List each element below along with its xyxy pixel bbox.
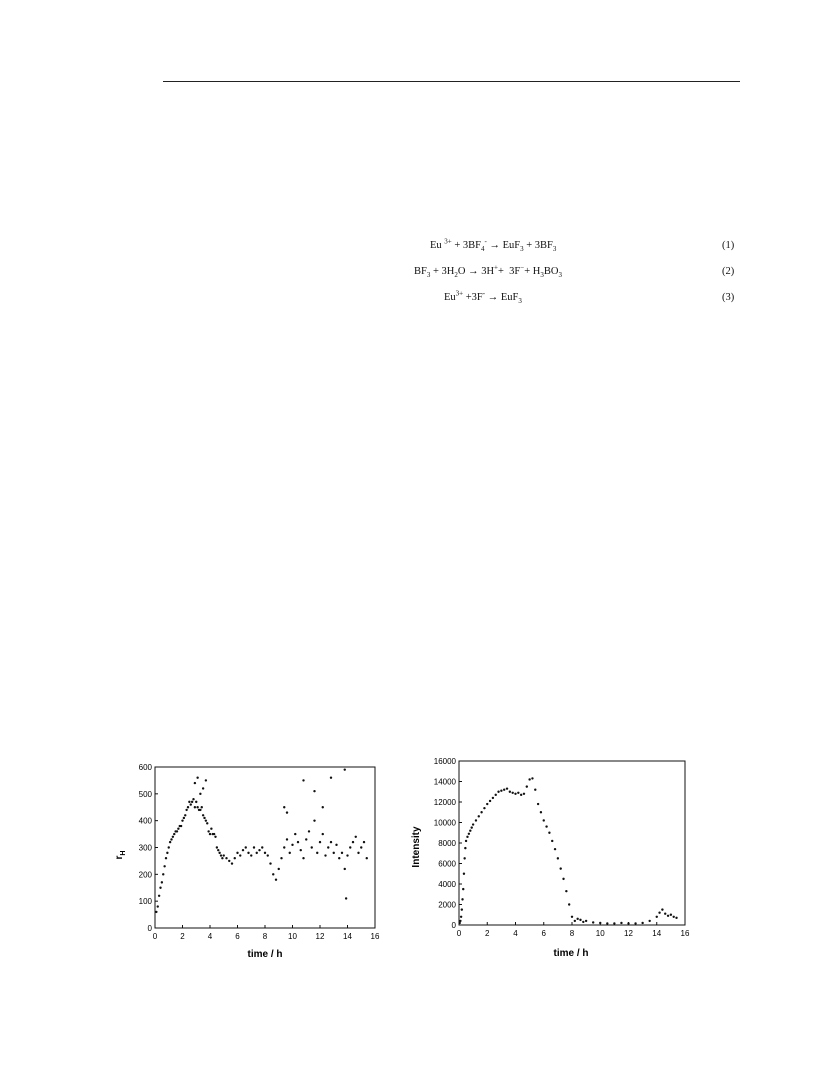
left-data-point (207, 830, 209, 832)
left-data-point (203, 817, 205, 819)
left-data-point (184, 814, 186, 816)
left-data-point (195, 801, 197, 803)
left-data-point (253, 846, 255, 848)
right-plot-frame (459, 761, 685, 925)
left-data-point (355, 836, 357, 838)
right-data-point (511, 792, 513, 794)
left-data-point (283, 806, 285, 808)
left-data-point (346, 854, 348, 856)
left-data-point (245, 846, 247, 848)
left-data-point (344, 768, 346, 770)
right-data-point (462, 888, 464, 890)
left-data-point (280, 857, 282, 859)
right-data-point (543, 819, 545, 821)
right-data-point (560, 867, 562, 869)
left-xlabel: time / h (247, 949, 283, 960)
left-ylabel: $r_H$ (114, 850, 127, 860)
right-data-point (548, 832, 550, 834)
left-data-point (185, 809, 187, 811)
right-data-point (509, 791, 511, 793)
right-data-point (465, 840, 467, 842)
left-ytick-label: 400 (138, 816, 152, 826)
left-data-point (300, 849, 302, 851)
left-xtick-label: 2 (180, 932, 185, 941)
right-data-point (506, 787, 508, 789)
right-data-point (551, 840, 553, 842)
left-data-point (338, 857, 340, 859)
right-data-point (554, 848, 556, 850)
right-xtick-label: 2 (485, 929, 490, 938)
left-data-point (213, 833, 215, 835)
left-xtick-label: 4 (207, 932, 213, 941)
left-xtick-label: 16 (370, 932, 380, 941)
left-data-point (196, 806, 198, 808)
right-data-point (562, 878, 564, 880)
right-data-point (486, 803, 488, 805)
left-data-point (278, 868, 280, 870)
right-data-point (514, 793, 516, 795)
left-data-point (256, 852, 258, 854)
left-data-point (194, 806, 196, 808)
left-data-point (264, 852, 266, 854)
right-xtick-label: 4 (513, 929, 518, 938)
right-xtick-label: 16 (680, 929, 690, 938)
left-data-point (228, 860, 230, 862)
left-data-point (199, 793, 201, 795)
right-data-point (468, 833, 470, 835)
right-data-point (582, 921, 584, 923)
right-data-point (627, 922, 629, 924)
right-data-point (528, 778, 530, 780)
right-data-point (472, 823, 474, 825)
right-data-point (466, 836, 468, 838)
left-data-point (163, 865, 165, 867)
left-data-point (319, 841, 321, 843)
left-data-point (250, 854, 252, 856)
right-data-point (492, 797, 494, 799)
left-xtick-label: 10 (288, 932, 297, 941)
left-data-point (283, 846, 285, 848)
left-data-point (191, 801, 193, 803)
equation-2-number: (2) (722, 266, 735, 277)
left-data-point (330, 841, 332, 843)
left-data-point (199, 809, 201, 811)
left-data-point (335, 844, 337, 846)
right-xlabel: time / h (553, 948, 589, 959)
left-data-point (214, 836, 216, 838)
left-data-point (330, 777, 332, 779)
right-data-point (568, 903, 570, 905)
left-data-point (316, 852, 318, 854)
left-data-point (360, 846, 362, 848)
right-data-point (526, 785, 528, 787)
left-data-point (202, 787, 204, 789)
right-xtick-label: 12 (624, 929, 633, 938)
left-data-point (220, 854, 222, 856)
left-ytick-label: 200 (138, 870, 152, 880)
right-ytick-label: 14000 (433, 777, 456, 787)
right-data-point (500, 790, 502, 792)
right-data-point (641, 922, 643, 924)
left-xtick-label: 0 (152, 932, 158, 941)
left-data-point (344, 868, 346, 870)
left-data-point (267, 854, 269, 856)
left-data-point (231, 862, 233, 864)
left-data-point (162, 873, 164, 875)
left-data-point (322, 833, 324, 835)
left-data-point (216, 846, 218, 848)
right-data-point (565, 890, 567, 892)
left-data-point (177, 828, 179, 830)
right-data-point (534, 789, 536, 791)
left-data-point (187, 806, 189, 808)
right-data-point (576, 918, 578, 920)
left-data-point (201, 806, 203, 808)
left-data-point (286, 838, 288, 840)
left-data-point (352, 841, 354, 843)
right-data-point (463, 873, 465, 875)
left-data-point (205, 779, 207, 781)
left-data-point (363, 841, 365, 843)
equation-2: $BF_3 + 3H_2O \to 3H^++ 3F^-+ H_3BO_3$ (414, 263, 562, 280)
left-data-point (286, 811, 288, 813)
right-data-point (585, 920, 587, 922)
right-data-point (648, 920, 650, 922)
left-data-point (190, 803, 192, 805)
right-data-point (574, 920, 576, 922)
right-data-point (656, 916, 658, 918)
left-data-point (366, 857, 368, 859)
left-data-point (302, 779, 304, 781)
left-data-point (294, 833, 296, 835)
right-ytick-label: 8000 (438, 839, 456, 848)
right-data-point (537, 803, 539, 805)
left-ytick-label: 300 (138, 843, 152, 853)
left-data-point (210, 828, 212, 830)
left-data-point (223, 854, 225, 856)
left-plot-frame (155, 767, 375, 928)
left-data-point (166, 852, 168, 854)
left-data-point (275, 879, 277, 881)
right-ytick-label: 6000 (438, 859, 456, 869)
left-data-point (183, 817, 185, 819)
equation-3: $Eu^{3+} +3F^- \to EuF_3$ (444, 289, 522, 306)
left-data-point (305, 838, 307, 840)
right-data-point (461, 908, 463, 910)
left-data-point (180, 825, 182, 827)
right-ytick-label: 16000 (433, 757, 456, 766)
left-data-point (188, 801, 190, 803)
left-data-point (322, 806, 324, 808)
left-data-point (202, 814, 204, 816)
right-data-point (670, 914, 672, 916)
equation-3-number: (3) (722, 292, 735, 303)
right-data-point (461, 898, 463, 900)
right-xtick-label: 10 (595, 929, 605, 938)
left-xtick-label: 14 (343, 932, 352, 941)
right-data-point (483, 807, 485, 809)
right-data-point (675, 917, 677, 919)
right-data-point (463, 857, 465, 859)
right-xtick-label: 0 (456, 929, 462, 938)
left-data-point (313, 819, 315, 821)
left-data-point (168, 846, 170, 848)
left-data-point (261, 846, 263, 848)
right-ytick-label: 2000 (438, 900, 456, 910)
left-ytick-label: 0 (147, 924, 152, 933)
left-data-point (157, 905, 159, 907)
left-data-point (169, 841, 171, 843)
right-data-point (459, 922, 461, 924)
right-data-point (613, 922, 615, 924)
left-data-point (349, 846, 351, 848)
intensity-vs-time-chart (405, 752, 705, 967)
left-data-point (234, 857, 236, 859)
left-data-point (333, 852, 335, 854)
left-data-point (357, 852, 359, 854)
header-rule (163, 81, 740, 82)
left-data-point (311, 846, 313, 848)
right-data-point (464, 847, 466, 849)
left-data-point (172, 836, 174, 838)
right-data-point (634, 922, 636, 924)
right-data-point (664, 913, 666, 915)
left-data-point (217, 849, 219, 851)
left-data-point (247, 852, 249, 854)
right-data-point (599, 922, 601, 924)
right-data-point (497, 791, 499, 793)
left-data-point (239, 854, 241, 856)
left-data-point (272, 873, 274, 875)
right-data-point (606, 922, 608, 924)
left-data-point (218, 852, 220, 854)
left-data-point (176, 830, 178, 832)
right-data-point (459, 920, 461, 922)
right-data-point (478, 815, 480, 817)
right-ylabel: Intensity (411, 826, 422, 868)
left-data-point (155, 911, 157, 913)
left-data-point (192, 798, 194, 800)
right-data-point (592, 921, 594, 923)
left-ytick-label: 600 (138, 763, 152, 772)
right-data-point (495, 794, 497, 796)
right-data-point (489, 800, 491, 802)
right-data-point (517, 792, 519, 794)
right-data-point (571, 916, 573, 918)
left-data-point (341, 852, 343, 854)
right-data-point (480, 811, 482, 813)
rh-vs-time-chart (110, 755, 390, 965)
left-xtick-label: 6 (235, 932, 240, 941)
left-data-point (324, 854, 326, 856)
left-data-point (196, 777, 198, 779)
left-data-point (209, 833, 211, 835)
right-data-point (620, 922, 622, 924)
left-data-point (161, 881, 163, 883)
right-data-point (523, 793, 525, 795)
left-data-point (225, 857, 227, 859)
left-data-point (194, 782, 196, 784)
left-data-point (236, 852, 238, 854)
right-data-point (469, 830, 471, 832)
left-data-point (158, 895, 160, 897)
right-ytick-label: 0 (451, 921, 456, 930)
left-data-point (302, 857, 304, 859)
right-data-point (658, 912, 660, 914)
left-data-point (170, 838, 172, 840)
left-data-point (206, 822, 208, 824)
left-data-point (297, 841, 299, 843)
equation-1-number: (1) (722, 240, 735, 251)
right-data-point (503, 789, 505, 791)
left-ytick-label: 100 (138, 897, 152, 907)
left-data-point (345, 897, 347, 899)
right-data-point (460, 916, 462, 918)
right-data-point (667, 915, 669, 917)
right-data-point (673, 916, 675, 918)
right-data-point (475, 819, 477, 821)
left-data-point (165, 857, 167, 859)
right-ytick-label: 10000 (433, 818, 456, 828)
right-data-point (545, 825, 547, 827)
left-data-point (159, 887, 161, 889)
left-data-point (242, 849, 244, 851)
right-ytick-label: 12000 (433, 798, 456, 807)
left-data-point (181, 819, 183, 821)
left-data-point (269, 862, 271, 864)
left-data-point (291, 844, 293, 846)
right-data-point (531, 777, 533, 779)
equation-1: Eu $^{3+} + 3BF_4^- \to EuF_3 + 3BF_3$ (430, 237, 557, 254)
left-data-point (327, 846, 329, 848)
right-xtick-label: 8 (569, 929, 575, 938)
right-data-point (661, 908, 663, 910)
right-xtick-label: 14 (652, 929, 662, 938)
left-data-point (173, 833, 175, 835)
right-data-point (557, 857, 559, 859)
right-xtick-label: 6 (541, 929, 546, 938)
left-xtick-label: 8 (262, 932, 268, 941)
right-ytick-label: 4000 (438, 880, 456, 889)
right-data-point (520, 794, 522, 796)
left-data-point (205, 819, 207, 821)
left-xtick-label: 12 (315, 932, 325, 941)
left-ytick-label: 500 (138, 789, 152, 799)
left-data-point (308, 830, 310, 832)
right-data-point (579, 919, 581, 921)
left-data-point (221, 857, 223, 859)
right-data-point (540, 811, 542, 813)
left-data-point (313, 790, 315, 792)
left-data-point (289, 852, 291, 854)
right-data-point (471, 826, 473, 828)
left-data-point (258, 849, 260, 851)
